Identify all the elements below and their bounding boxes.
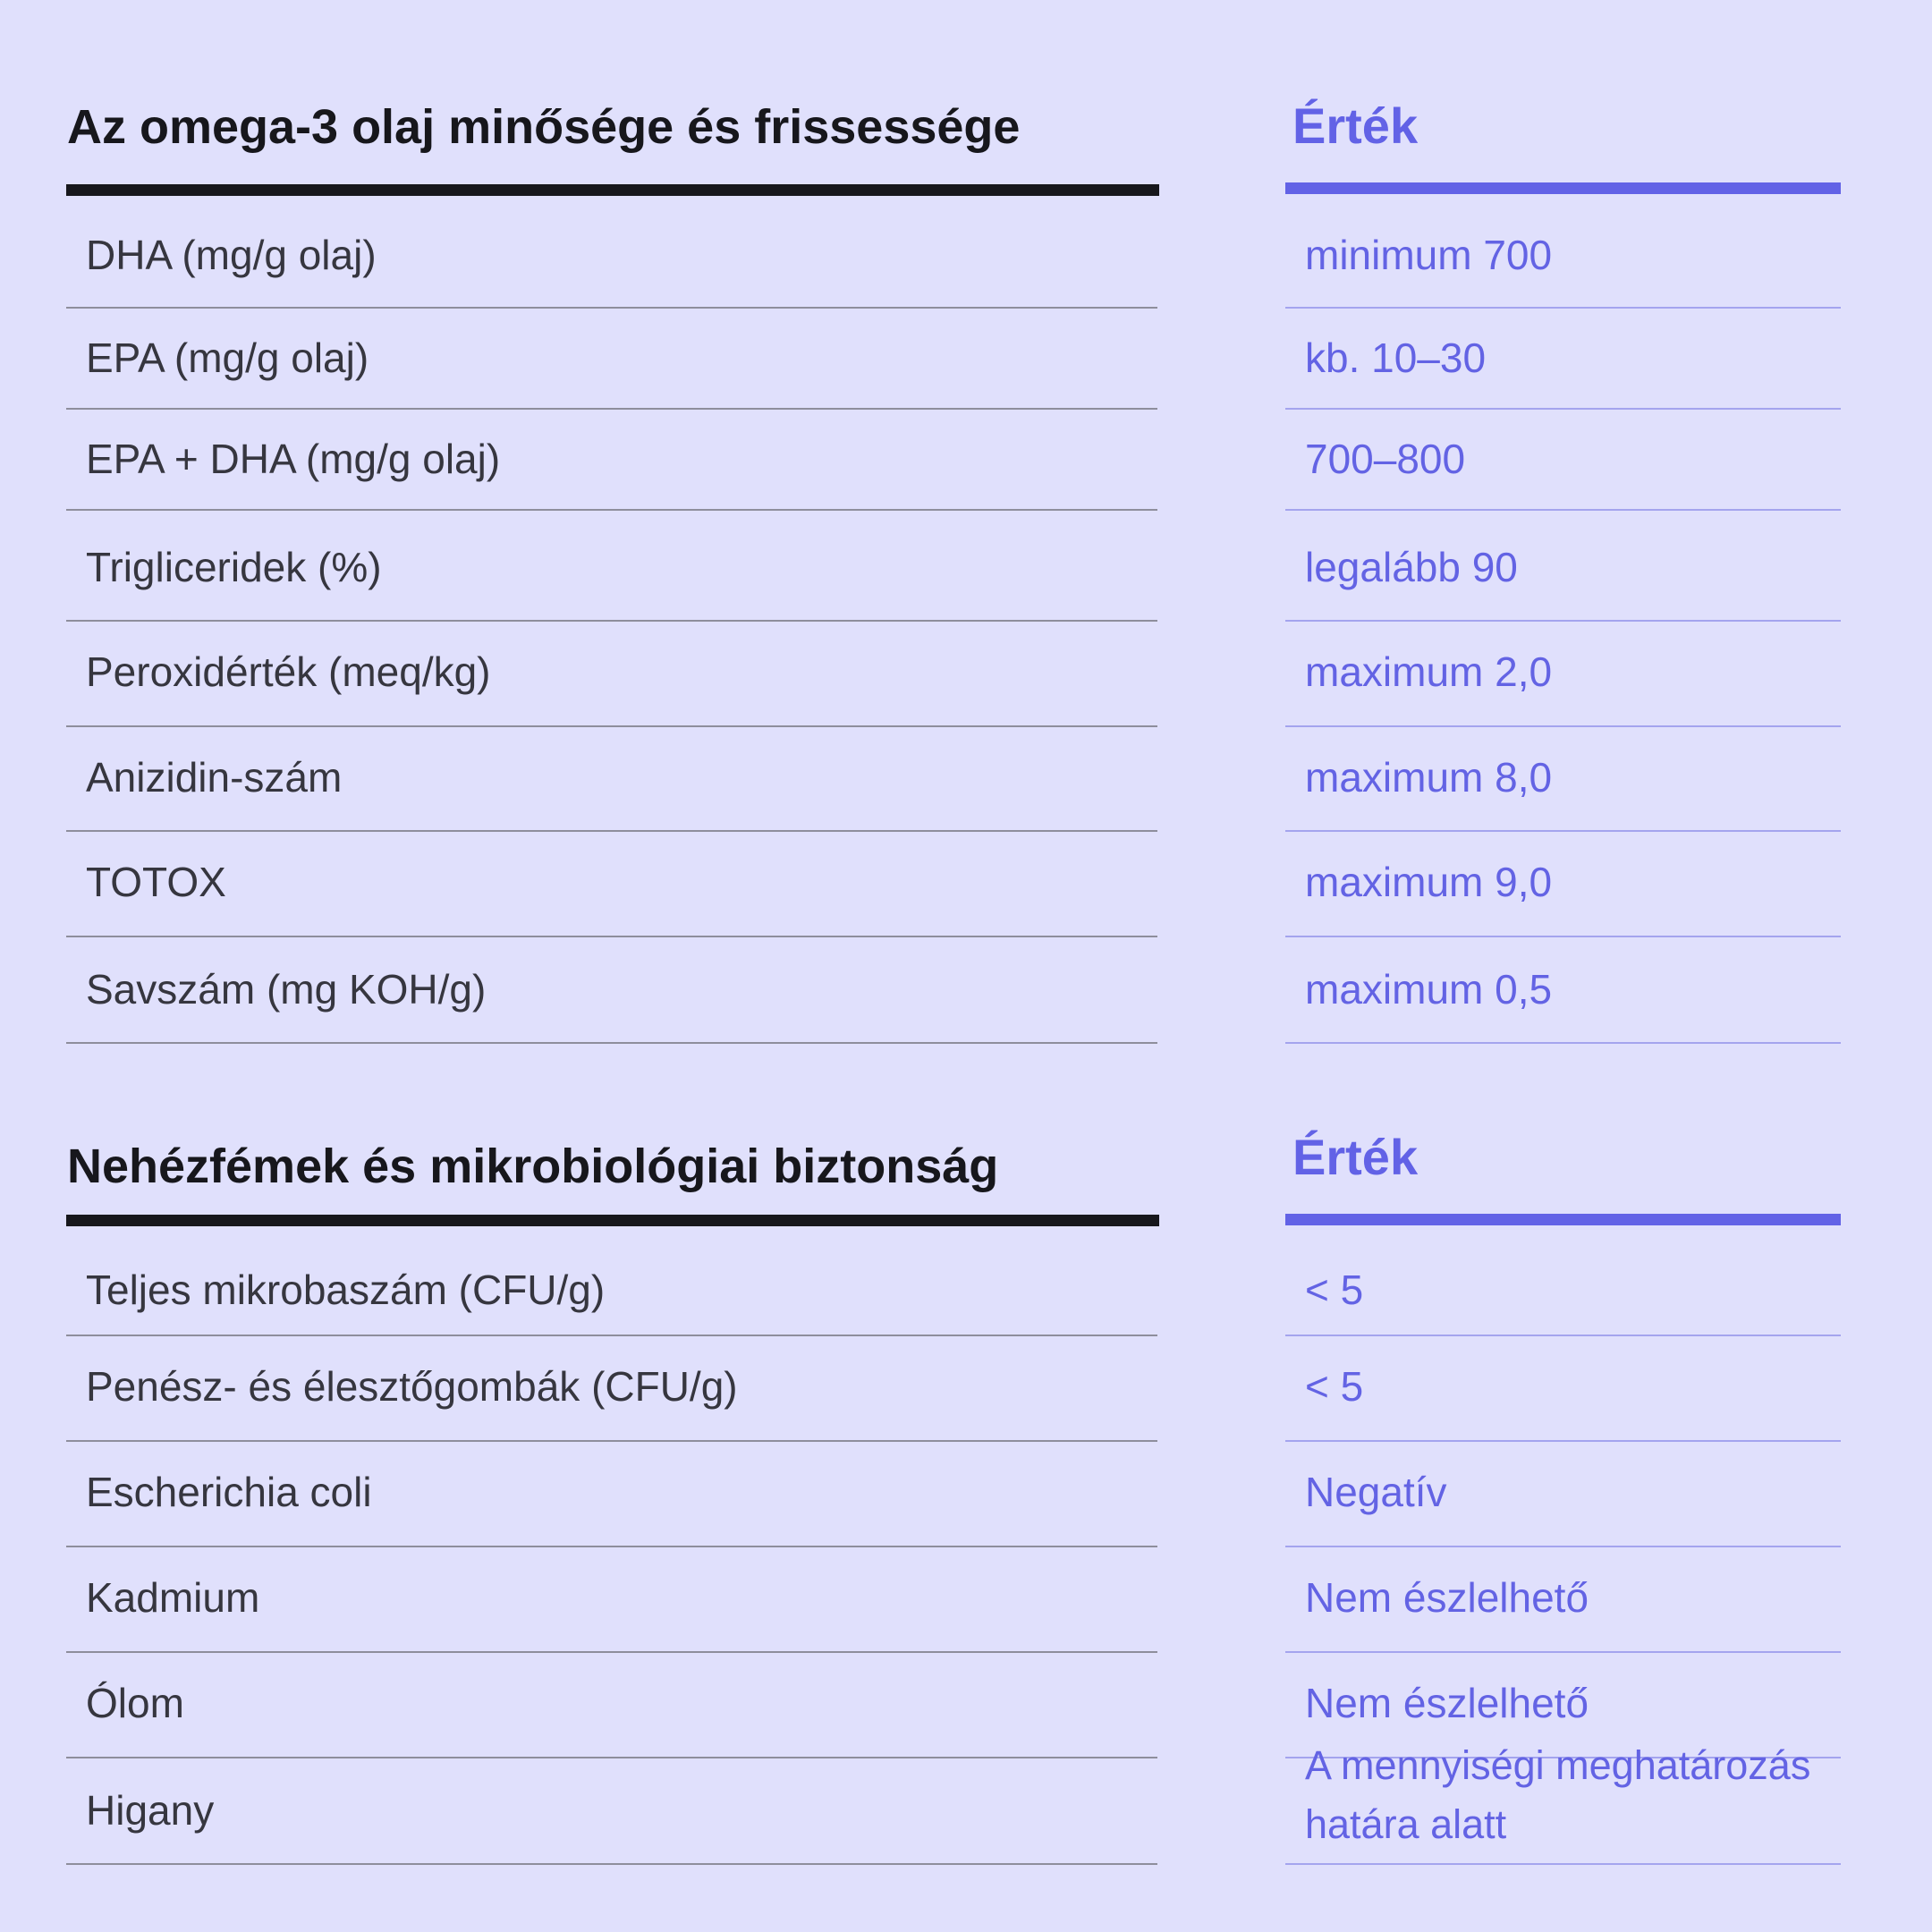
row-label: EPA + DHA (mg/g olaj) xyxy=(86,436,501,482)
row-label: TOTOX xyxy=(86,859,226,905)
row-value: kb. 10–30 xyxy=(1305,335,1487,381)
table-row xyxy=(66,1742,1841,1865)
row-value: < 5 xyxy=(1305,1363,1364,1410)
row-value: 700–800 xyxy=(1305,436,1466,482)
section-divider xyxy=(66,1215,1159,1226)
row-value: minimum 700 xyxy=(1305,231,1553,278)
row-label: DHA (mg/g olaj) xyxy=(86,231,377,278)
table-row xyxy=(66,309,1841,410)
row-value: Negatív xyxy=(1305,1469,1447,1515)
table-row xyxy=(66,410,1841,511)
row-value: A mennyiségi meghatározás határa alatt xyxy=(1305,1742,1811,1847)
table-row xyxy=(66,1231,1841,1336)
row-value: maximum 8,0 xyxy=(1305,754,1553,801)
section-divider xyxy=(66,184,1159,196)
row-value: < 5 xyxy=(1305,1267,1364,1313)
row-divider-value xyxy=(1285,1042,1841,1044)
value-column-header: Érték xyxy=(1292,97,1419,154)
value-column-divider xyxy=(1285,1214,1841,1225)
safety-table xyxy=(66,1231,1841,1865)
row-label: Teljes mikrobaszám (CFU/g) xyxy=(86,1267,606,1313)
row-value: maximum 9,0 xyxy=(1305,859,1553,905)
section-title-oil-quality: Az omega-3 olaj minősége és frissessége xyxy=(67,100,1021,154)
row-label: Anizidin-szám xyxy=(86,754,343,801)
table-row xyxy=(66,1442,1841,1547)
row-label: Savszám (mg KOH/g) xyxy=(86,966,487,1013)
row-label: Escherichia coli xyxy=(86,1469,372,1515)
oil-quality-table xyxy=(66,203,1841,1044)
section-title-safety: Nehézfémek és mikrobiológiai biztonság xyxy=(67,1140,999,1193)
row-label: Kadmium xyxy=(86,1574,260,1621)
value-column-header: Érték xyxy=(1292,1129,1419,1185)
row-label: EPA (mg/g olaj) xyxy=(86,335,369,381)
row-divider-value xyxy=(1285,1863,1841,1865)
table-row xyxy=(66,511,1841,622)
row-divider xyxy=(66,1863,1157,1865)
row-divider xyxy=(66,1042,1157,1044)
row-value: Nem észlelhető xyxy=(1305,1574,1589,1621)
table-row xyxy=(66,203,1841,309)
table-row xyxy=(66,727,1841,832)
row-value: maximum 0,5 xyxy=(1305,966,1553,1013)
value-column-divider xyxy=(1285,182,1841,194)
row-label: Peroxidérték (meq/kg) xyxy=(86,648,491,695)
table-row xyxy=(66,937,1841,1044)
row-label: Penész- és élesztőgombák (CFU/g) xyxy=(86,1363,738,1410)
row-value: Nem észlelhető xyxy=(1305,1680,1589,1726)
row-value: legalább 90 xyxy=(1305,543,1518,590)
row-label: Ólom xyxy=(86,1680,184,1726)
row-label: Trigliceridek (%) xyxy=(86,543,382,590)
table-row xyxy=(66,1547,1841,1653)
row-value: maximum 2,0 xyxy=(1305,648,1553,695)
table-row xyxy=(66,622,1841,727)
table-row xyxy=(66,1336,1841,1442)
table-row xyxy=(66,832,1841,937)
row-label: Higany xyxy=(86,1787,215,1834)
